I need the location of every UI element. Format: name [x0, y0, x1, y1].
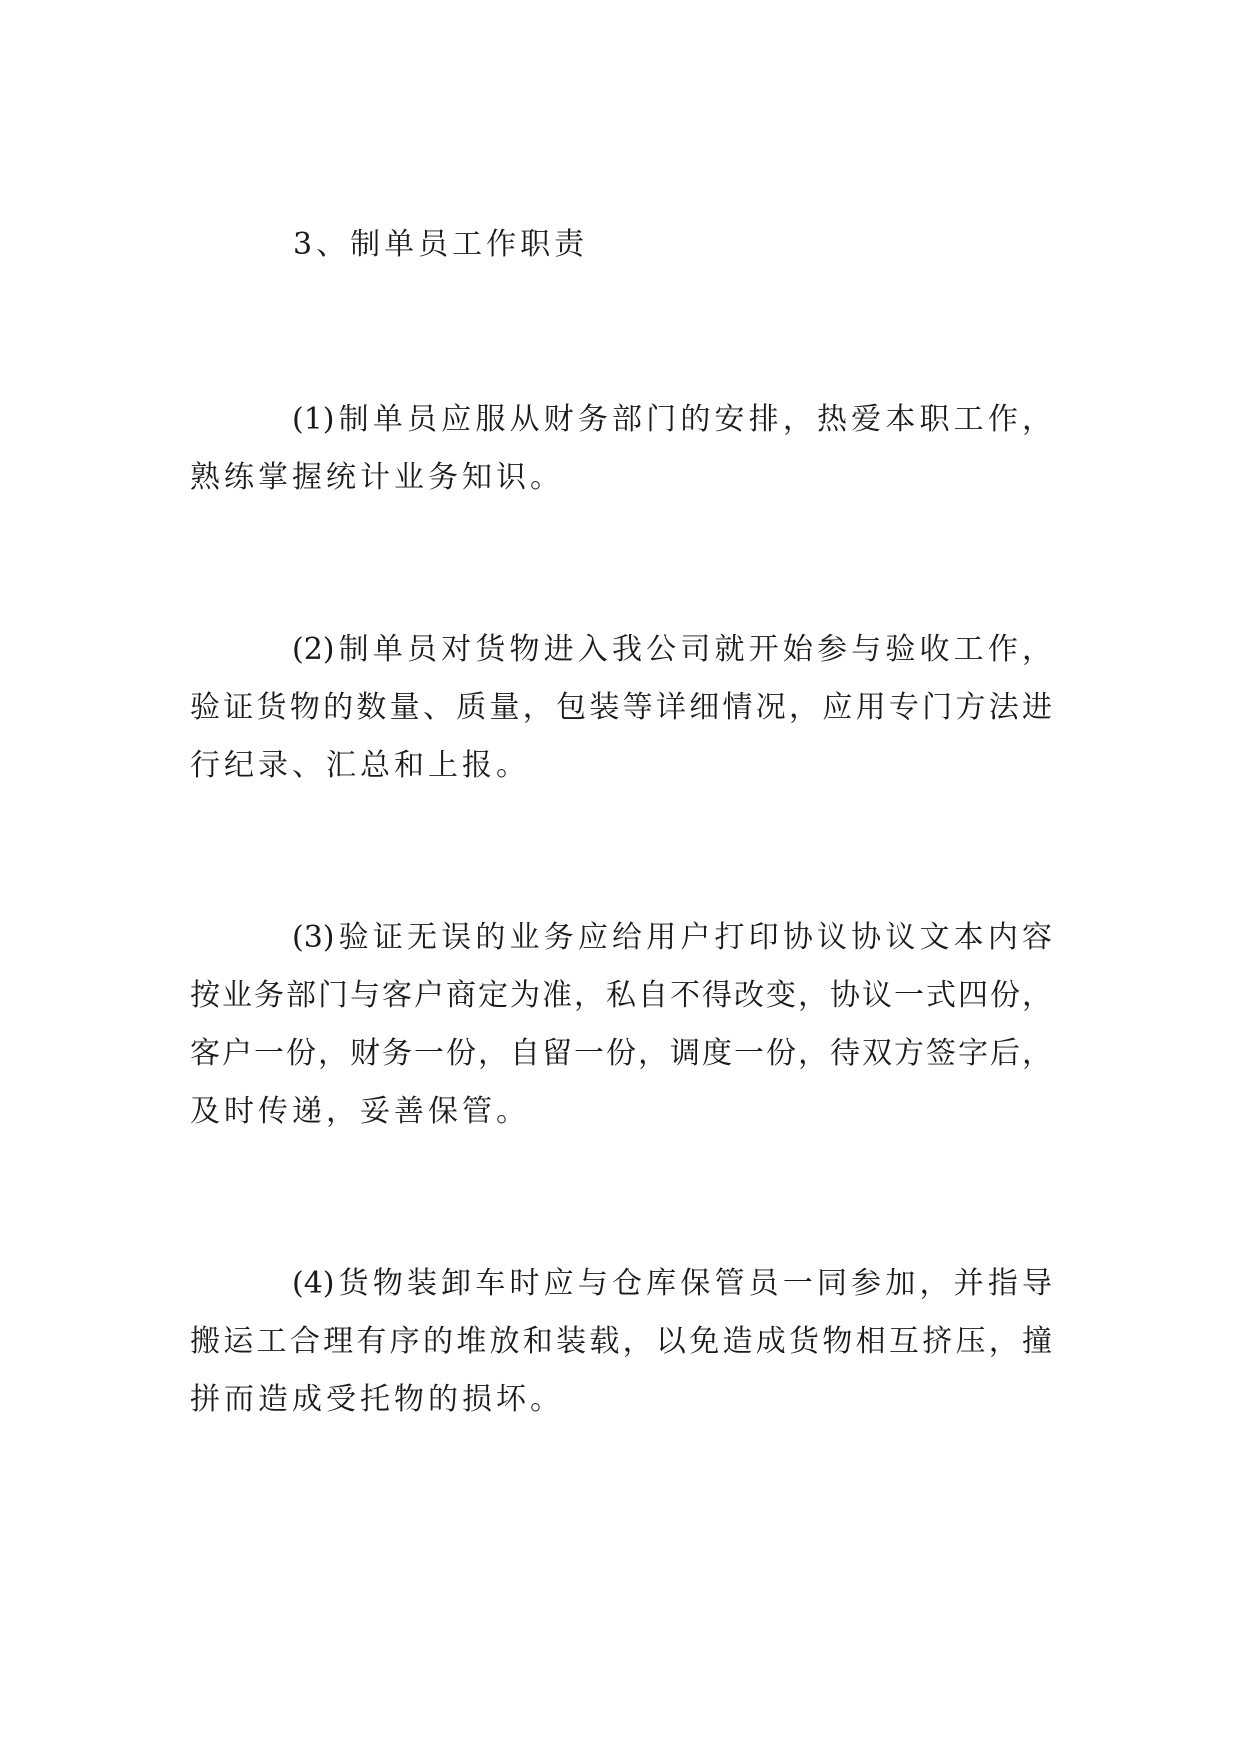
paragraph-line: 客户一份，财务一份，自留一份，调度一份，待双方签字后，: [190, 1036, 1052, 1071]
section-heading: 3、制单员工作职责: [293, 227, 589, 262]
paragraph-line: 行纪录、汇总和上报。: [190, 748, 530, 783]
paragraph-line: 拼而造成受托物的损坏。: [190, 1382, 564, 1417]
paragraph-2: [190, 621, 1052, 795]
paragraph-line: 验证货物的数量、质量，包装等详细情况，应用专门方法进: [190, 690, 1052, 725]
paragraph-line: 搬运工合理有序的堆放和装载，以免造成货物相互挤压，撞: [190, 1324, 1052, 1359]
paragraph-line: (1)制单员应服从财务部门的安排，热爱本职工作，: [292, 402, 1052, 437]
paragraph-line: (3)验证无误的业务应给用户打印协议协议文本内容: [292, 920, 1052, 955]
paragraph-line: 按业务部门与客户商定为准，私自不得改变，协议一式四份，: [190, 978, 1052, 1013]
paragraph-3: [190, 909, 1052, 1141]
paragraph-line: (2)制单员对货物进入我公司就开始参与验收工作，: [292, 632, 1052, 667]
paragraph-line: (4)货物装卸车时应与仓库保管员一同参加，并指导: [292, 1266, 1052, 1301]
paragraph-line: 及时传递，妥善保管。: [190, 1094, 530, 1129]
paragraph-line: 熟练掌握统计业务知识。: [190, 460, 564, 495]
paragraph-4: [190, 1255, 1052, 1429]
paragraph-1: [190, 391, 1052, 507]
